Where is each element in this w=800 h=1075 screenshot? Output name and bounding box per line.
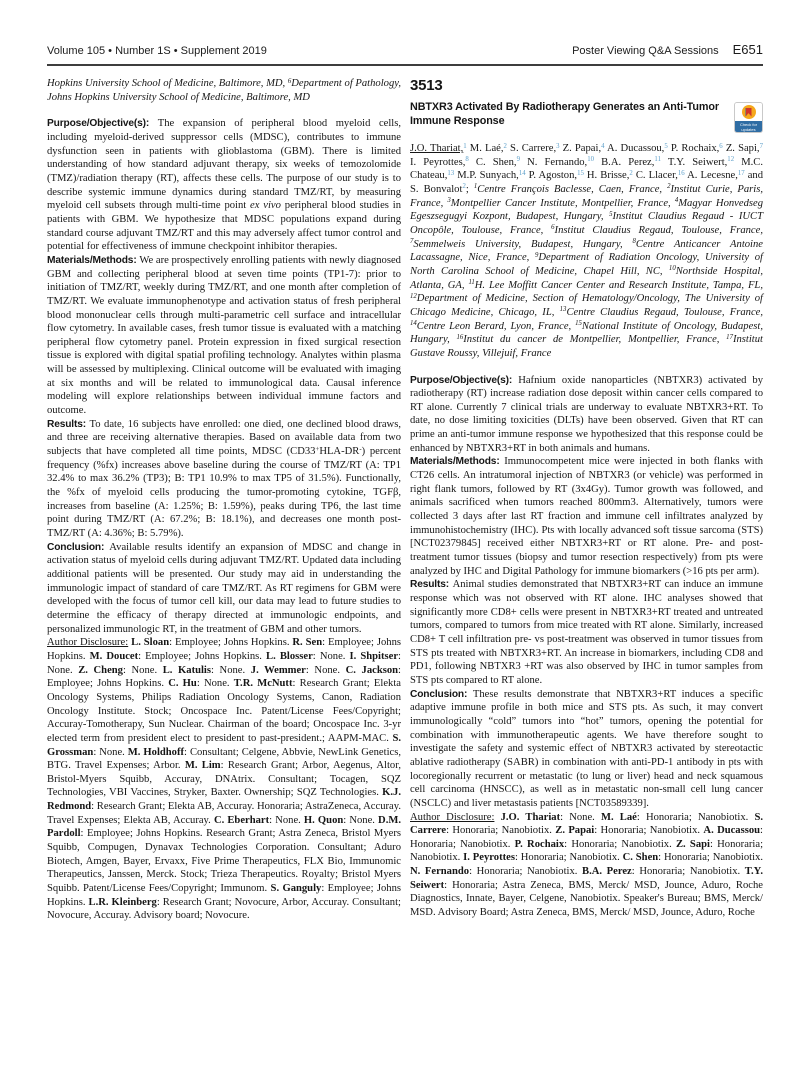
text-segment: Z. Sapi bbox=[675, 838, 710, 850]
abstract-title-row bbox=[410, 101, 763, 133]
text-segment: P. Rochaix bbox=[514, 838, 565, 850]
text-segment: 13 bbox=[559, 306, 567, 314]
text-segment: : Research Grant; Arbor, Aegenus, Altor, Bristol-Myers Squibb, Accuray, DNAtrix. Consultant; Tocagen, SQZ Technologies, VBI Vaccines, Stryker, Baxter. Ownership; SQZ Technologies. bbox=[47, 760, 401, 799]
text-segment: M. Lim bbox=[184, 760, 221, 772]
authors-affiliations-paragraph bbox=[410, 142, 763, 361]
text-segment: Department of Pathology, Johns Hopkins University School of Medicine, Baltimore, MD bbox=[47, 78, 402, 103]
text-segment: J. Wemmer bbox=[250, 664, 306, 676]
text-segment: : Honoraria; Nanobiotix. bbox=[410, 838, 764, 864]
text-segment: Materials/Methods: bbox=[47, 254, 140, 266]
text-segment: I. Shpitser bbox=[349, 650, 399, 662]
text-segment: L. Katulis bbox=[162, 664, 212, 676]
text-segment: : Honoraria; Nanobiotix. bbox=[564, 838, 676, 850]
header-session-title: Poster Viewing Q&A Sessions bbox=[572, 45, 719, 57]
text-segment: and S. Bonvalot bbox=[410, 170, 763, 195]
text-segment: : None. bbox=[211, 664, 251, 676]
text-segment: Department of Medicine, Section of Hematology/Oncology, The University of Chicago Medicine, Chicago, IL, bbox=[410, 293, 763, 318]
text-segment: : None. bbox=[560, 811, 601, 823]
text-segment: N. Fernando bbox=[410, 866, 470, 878]
right-column bbox=[410, 77, 763, 920]
text-segment: 6 bbox=[551, 224, 555, 232]
text-segment: : Honoraria; Nanobiotix. bbox=[446, 825, 556, 837]
text-segment: 3 bbox=[556, 142, 560, 150]
text-segment: S. Ganguly bbox=[270, 883, 322, 895]
abstract-number: 3513 bbox=[410, 77, 443, 94]
text-segment: 2 bbox=[667, 183, 671, 191]
text-segment: : Employee; Johns Hopkins. Research Grant; Astra Zeneca, Bristol Myers Squibb, Compugen, Dynavax Technologies Corporation. Consultant; Aduro Biotech, Amgen, Bayer, Ervaxx, Five Prime Therapeutics, FLX Bio, Immunomic Therapeutics, Janssen, Merck. Stock; Trieza Therapeutics. Royalty; Bristol Myers Squibb. Patent/License Fees/Copyright; Immunom. bbox=[47, 828, 401, 895]
text-segment: D.M. Pardoll bbox=[47, 814, 401, 840]
text-segment: A. Ducassou bbox=[703, 825, 761, 837]
text-segment: H. Brisse, bbox=[583, 170, 630, 182]
text-segment: Conclusion: bbox=[47, 541, 110, 553]
text-segment: Z. Papai bbox=[555, 825, 595, 837]
crossmark-bookmark-icon bbox=[735, 103, 762, 121]
affiliation-carryover bbox=[47, 77, 401, 104]
text-segment: 16 bbox=[677, 169, 685, 177]
text-segment: 1 bbox=[473, 183, 478, 191]
author-disclosure-paragraph bbox=[410, 811, 763, 920]
text-segment: : Research Grant; Novocure, Arbor, Accuray. Consultant; Novocure, Accuray. Advisory board; Novocure. bbox=[47, 896, 401, 922]
text-segment: : None. bbox=[196, 678, 234, 690]
text-segment: 4 bbox=[601, 142, 605, 150]
text-segment: K.J. Redmond bbox=[47, 787, 401, 813]
left-column bbox=[47, 77, 401, 923]
text-segment: : Consultant; Celgene, Abbvie, NewLink Genetics, BTG. Travel Expenses; Arbor. bbox=[47, 746, 401, 772]
text-segment: : Employee; Johns Hopkins. bbox=[47, 883, 402, 908]
text-segment: Available results identify an expansion of MDSC and change in activation status of myeloid cells during adjuvant TMZ/RT. Updated data including additional patients will be presented. Our study may aid in understanding the immunologic impact of standard of care TMZ/RT. As RT regimens for GBM were developed with the focus of tumor cell kill, our data may lead to future studies to determine the efficacy of therapy directed at immunologic endpoints, and personalized immunologic RT, in the treatment of GBM and other tumors. bbox=[47, 541, 401, 635]
text-segment: 3 bbox=[447, 197, 451, 205]
text-segment: ) percent frequency (%fx) increases above baseline during the course of TMZ/RT (A: TP1 32.4% to max 36.2% (TP3); B: TP1 10.9% to max TP5 of 31.5%). Functionally, the %fx of myeloid cells producing the tumor-promoting cytokine, TGFβ, increases from baseline (A: 1.25%; B: 1.59%), peaks during TP6, the last time point during TMZ/RT (A: 67.2%; B: 18.1%), and decreases one month post-TMZ/RT (A: 4.36%; B: 5.79%). bbox=[47, 446, 401, 539]
text-segment: J.O. Thariat bbox=[500, 811, 561, 823]
text-segment: : None. bbox=[269, 814, 304, 826]
text-segment: M. Laé, bbox=[466, 143, 504, 154]
text-segment: B.A. Perez, bbox=[593, 156, 655, 168]
text-segment: 9 bbox=[535, 251, 539, 259]
text-segment: 8 bbox=[465, 156, 469, 164]
text-segment: 14 bbox=[410, 320, 417, 328]
results-paragraph bbox=[410, 578, 763, 687]
results-paragraph bbox=[47, 418, 401, 541]
text-segment: ; bbox=[465, 183, 474, 195]
author-disclosure-paragraph bbox=[47, 636, 401, 923]
text-segment: 16 bbox=[456, 333, 464, 341]
text-segment: 6 bbox=[719, 142, 723, 150]
text-segment: The expansion of peripheral blood myeloid cells, including myeloid-derived suppressor cells (MDSC), contributes to immune dysfunction seen in patients with glioblastoma (GBM). There is limited understanding of how standard adjuvant therapy, six weeks of temozolomide (TMZ)/radiation therapy (RT), affects these cells. The purpose of our study is to describe systemic immune dynamics during standard TMZ/RT, by measuring myeloid cell subsets through multi-time point bbox=[47, 118, 401, 212]
text-segment: : None. bbox=[93, 746, 128, 758]
text-segment: 17 bbox=[726, 333, 733, 341]
text-segment: Montpellier Cancer Institute, Montpellier, France, bbox=[450, 197, 675, 209]
text-segment: C. Hu bbox=[168, 678, 197, 690]
page-header bbox=[47, 42, 763, 66]
text-segment: 1 bbox=[463, 142, 467, 150]
text-segment: Magyar Honvedseg Egeszsegugyi Kozpont, Budapest, Hungary, bbox=[410, 197, 763, 223]
crossmark-badge[interactable] bbox=[734, 102, 763, 133]
purpose-paragraph bbox=[47, 117, 401, 254]
text-segment: R. Sen bbox=[292, 637, 323, 649]
text-segment: 15 bbox=[577, 169, 584, 177]
text-segment: : Honoraria; Nanobiotix. bbox=[469, 866, 583, 878]
text-segment: A. Ducassou, bbox=[604, 143, 665, 154]
text-segment: To date, 16 subjects have enrolled: one died, one declined blood draws, and three are receiving alternative therapies. Based on available data from two subjects that have completed all time points, MDSC (CD33 bbox=[47, 418, 401, 458]
text-segment: 10 bbox=[587, 156, 594, 164]
text-segment: Centre Leon Berard, Lyon, France, bbox=[416, 320, 576, 332]
text-segment: peripheral blood studies in patients with GBM. We hypothesize that MDSC populations expand during standard course adjuvant TMZ/RT and this may adversely affect tumor control and potential for effectiveness of immune checkpoint inhibitor therapies. bbox=[47, 200, 401, 253]
text-segment: Institut Gustave Roussy, Villejuif, France bbox=[410, 334, 763, 359]
text-segment: 7 bbox=[410, 238, 414, 246]
text-segment: : Honoraria; Nanobiotix. bbox=[514, 852, 623, 864]
text-segment: 2 bbox=[629, 169, 633, 177]
text-segment: : Honoraria; Nanobiotix. bbox=[631, 866, 745, 878]
right-column-body bbox=[410, 142, 763, 920]
text-segment: M.C. Chateau, bbox=[410, 156, 763, 182]
text-segment: 12 bbox=[410, 292, 417, 300]
text-segment: Author Disclosure: bbox=[47, 637, 129, 649]
text-segment: Z. Cheng bbox=[78, 664, 123, 676]
purpose-paragraph bbox=[410, 374, 763, 456]
text-segment: : Research Grant; Elekta AB, Accuray. Honoraria; AstraZeneca, Accuray. Travel Expenses; Elekta AB, Accuray. bbox=[47, 801, 401, 826]
conclusion-paragraph bbox=[47, 541, 401, 637]
text-segment: Department of Radiation Oncology, University of North Carolina School of Medicine, Chapel Hill, NC, bbox=[410, 252, 764, 277]
text-segment: HLA-DR bbox=[319, 446, 360, 458]
text-segment: These results demonstrate that NBTXR3+RT induces a specific adaptive immune profile in both mice and STS pts. As such, it may convert immunologically “cold” tumors into “hot” tumors, opening the potential for combination with immunotherapeutic agents. We have therefore sought to investigate the safety and systemic effect of NBTXR3 activated by stereotactic ablative radiotherapy (SABR) in combination with anti-PD-1 antibody in pts with locoregionally recurrent or metastatic (to lung or liver) head and neck squamous cell carcinoma (HNSCC), as well as in metastatic non-small cell lung cancer (NSCLC) and liver metastasis patients [NCT03589339]. bbox=[410, 688, 763, 809]
text-segment: Semmelweis University, Budapest, Hungary, bbox=[413, 238, 633, 250]
text-segment: : None. bbox=[343, 814, 379, 826]
text-segment: A. Lecesne, bbox=[684, 170, 738, 182]
text-segment: 2 bbox=[462, 183, 466, 191]
text-segment: Results: bbox=[410, 579, 453, 591]
text-segment: L. Sloan bbox=[131, 637, 170, 649]
text-segment: Centre François Baclesse, Caen, France, bbox=[477, 183, 668, 195]
text-segment: Institut Curie, Paris, France, bbox=[410, 183, 764, 209]
text-segment: 13 bbox=[447, 169, 455, 177]
text-segment: P. Agoston, bbox=[525, 170, 578, 182]
text-segment: Animal studies demonstrated that NBTXR3+RT can induce an immune response which was not observed with RT alone. IHC analyses showed that significantly more CD8+ cells were present in NBTXR3+RT treated and untreated tumors, compared to tumors from mice treated with RT alone. Similarly, increased CD8+ T cell infiltration pre- vs post-treatment was observed in tumor tissues from STS pts treated with NBTXR3+RT. An increase in biomarkers, including CD8 and PD1, following NBTXR3 +RT was also observed by IHC in tumor samples from STS pts compared to RT alone. bbox=[410, 579, 763, 686]
text-segment: : None. bbox=[312, 650, 350, 662]
text-segment: C. Shen, bbox=[468, 156, 517, 168]
text-segment: : Research Grant; Elekta Oncology Systems, Philips Radiation Oncology Systems, Canon, Radiation Oncology Institute. Stock; Oncospace Inc. Patent/License Fees/Copyright; Accuray-Tomotherapy, Sun Nuclear. Chairman of the board; Oncospace Inc. 3-yr elected term from president elect to president to past-president.; AAPM-MAC. bbox=[47, 678, 401, 744]
text-segment: J.O. Thariat, bbox=[410, 143, 464, 154]
text-segment: C. Shen bbox=[622, 852, 659, 864]
text-segment: M. Doucet bbox=[89, 650, 139, 662]
crossmark-badge-label: Check for updates bbox=[735, 121, 762, 133]
text-segment: : Employee; Johns Hopkins. bbox=[47, 664, 401, 690]
text-segment: 11 bbox=[654, 156, 661, 164]
text-segment: Hopkins University School of Medicine, Baltimore, MD, bbox=[47, 78, 288, 89]
text-segment: We are prospectively enrolling patients with newly diagnosed GBM and collecting peripheral blood at seven time points (TP1-7): prior to initiation of TMZ/RT, weekly during TMZ/RT, and one month after completion of TMZ/RT. We evaluate immunophenotype and activation status of fresh peripheral blood mononuclear cells through multi-parametric cell surface and intracellular flow cytometry. In available cases, fresh tumor tissue is evaluated with a matching peripheral flow cytometry panel. Protein expression in fixed surgical resection tissue is explored with digital spatial profiling technology. Analytes within plasma will be assessed by multiplexing. Clinical outcome will be evaluated with imaging at six months and will be related to immunological data. Causal inference modeling will explore relationships between individual immune factors and outcome. bbox=[47, 254, 401, 417]
header-volume-info: Volume 105 • Number 1S • Supplement 2019 bbox=[47, 45, 267, 57]
text-segment: 2 bbox=[503, 142, 507, 150]
materials-methods-paragraph bbox=[47, 254, 401, 418]
materials-methods-paragraph bbox=[410, 455, 763, 578]
text-segment: M. Holdhoff bbox=[127, 746, 185, 758]
abstract-title: NBTXR3 Activated By Radiotherapy Generates an Anti-Tumor Immune Response bbox=[410, 101, 719, 127]
conclusion-paragraph bbox=[410, 688, 763, 811]
text-segment: 10 bbox=[668, 265, 676, 273]
text-segment: T.Y. Seiwert, bbox=[660, 156, 728, 168]
text-segment: I. Peyrottes, bbox=[410, 156, 466, 168]
text-segment: Z. Papai, bbox=[559, 143, 602, 154]
text-segment: Conclusion: bbox=[410, 688, 473, 700]
text-segment: Centre Claudius Regaud, Toulouse, France, bbox=[566, 306, 763, 318]
text-segment: + bbox=[315, 445, 320, 453]
text-segment: N. Fernando, bbox=[519, 156, 588, 168]
text-segment: Immunocompetent mice were injected in both flanks with CT26 cells. An intratumoral injection of NBTXR3 (or vehicle) was performed in right flank tumors, followed by RT (3x4Gy). Tumor growth was followed, and animals sacrificed when tumors reached 800mm3. Alternatively, tumors were collected 3 days after last RT fraction and immune cell infiltrates analyzed by immunohistochemistry (IHC). Pts with locally advanced soft tissue sarcoma (STS) [NCT02379845] received either NBTXR3+RT or RT alone. Pre- and post-treatment tumor tissues (biopsy and tumor resection respectively) from pts were analyzed by IHC and Digital Pathology for immune biomarkers (>16 pts per arm). bbox=[410, 456, 763, 577]
text-segment: 9 bbox=[516, 156, 520, 164]
text-segment: Z. Sapi, bbox=[722, 143, 760, 154]
text-segment: : Honoraria; Astra Zeneca, BMS, Merck/ MSD, Jounce, Aduro, Roche Diagnostics, Innate, Bayer, Celgene, Nanobiotix. Speaker's Bureau; BMS, Merck/ MSD. Advisory Board; Astra Zeneca, BMS, Merck/ MSD, Jounce, Aduro, Roche bbox=[410, 879, 763, 919]
text-segment: C. Llacer, bbox=[632, 170, 678, 182]
text-segment: Author Disclosure: bbox=[410, 811, 495, 823]
text-segment: Institut du cancer de Montpellier, Montpellier, France, bbox=[463, 334, 727, 346]
text-segment: - bbox=[359, 445, 362, 453]
text-segment: Hafnium oxide nanoparticles (NBTXR3) activated by radiotherapy (RT) increase radiation dose deposit within cancer cells compared to RT alone. Currently 7 clinical trials are underway to evaluate NBTXR3+RT. To date, no dose limiting toxicities (DLTs) have been observed. Given that RT can prime an anti-tumor immune response we hypothesized that this response could be enhanced by NBTXR3+RT in both animals and humans. bbox=[410, 374, 764, 454]
text-segment: : Employee; Johns Hopkins. bbox=[169, 637, 293, 649]
text-segment: 6 bbox=[287, 77, 292, 85]
text-segment: T.R. McNutt bbox=[233, 678, 293, 690]
text-segment: Purpose/Objective(s): bbox=[410, 374, 519, 386]
text-segment: : Employee; Johns Hopkins. bbox=[138, 650, 267, 662]
text-segment: Centre Anticancer Antoine Lacassagne, Nice, France, bbox=[410, 238, 763, 264]
text-segment: L. Blosser bbox=[266, 650, 313, 662]
text-segment: I. Peyrottes bbox=[463, 852, 515, 864]
text-segment: : Honoraria; Nanobiotix. bbox=[410, 825, 763, 850]
text-segment: Results: bbox=[47, 418, 90, 430]
text-segment: : Employee; Johns Hopkins. bbox=[47, 637, 401, 662]
text-segment: : Honoraria; Nanobiotix. bbox=[594, 825, 704, 837]
text-segment: 11 bbox=[468, 279, 475, 287]
text-segment: 12 bbox=[727, 156, 735, 164]
text-segment: C. Jackson bbox=[345, 664, 399, 676]
text-segment: Materials/Methods: bbox=[410, 456, 505, 468]
text-segment: ex vivo bbox=[250, 200, 281, 212]
text-segment: H. Lee Moffitt Cancer Center and Research Institute, Tampa, FL, bbox=[474, 279, 763, 291]
text-segment: S. Carrere, bbox=[506, 143, 557, 154]
text-segment: 7 bbox=[759, 142, 763, 150]
text-segment: National Institute of Oncology, Budapest, Hungary, bbox=[410, 320, 763, 346]
text-segment: Purpose/Objective(s): bbox=[47, 118, 158, 130]
text-segment: P. Rochaix, bbox=[667, 143, 720, 154]
text-segment: 8 bbox=[632, 238, 636, 246]
text-segment: Institut Claudius Regaud - IUCT Oncopôle, Toulouse, France, bbox=[410, 211, 763, 236]
text-segment: S. Carrere bbox=[410, 811, 763, 837]
text-segment: 4 bbox=[674, 197, 679, 205]
text-segment: : None. bbox=[305, 664, 346, 676]
text-segment: Institut Claudius Regaud, Toulouse, France, bbox=[554, 224, 763, 236]
text-segment: 14 bbox=[518, 169, 526, 177]
text-segment: : None. bbox=[122, 664, 163, 676]
header-right-group bbox=[572, 42, 763, 57]
text-segment: 5 bbox=[609, 210, 613, 218]
text-segment: S. Grossman bbox=[47, 732, 401, 758]
text-segment: B.A. Perez bbox=[582, 866, 632, 878]
text-segment: C. Eberhart bbox=[213, 814, 270, 826]
text-segment: 17 bbox=[737, 169, 745, 177]
text-segment: Northside Hospital, Atlanta, GA, bbox=[410, 265, 763, 291]
text-segment: L.R. Kleinberg bbox=[88, 896, 157, 908]
text-segment: H. Quon bbox=[303, 814, 344, 826]
text-segment: 5 bbox=[664, 142, 668, 150]
text-segment: T.Y. Seiwert bbox=[410, 866, 764, 891]
header-page-number: E651 bbox=[732, 42, 763, 57]
text-segment: M.P. Sunyach, bbox=[454, 170, 519, 182]
text-segment: : None. bbox=[47, 650, 401, 676]
text-segment: : Honoraria; Nanobiotix. bbox=[636, 811, 755, 823]
text-segment: M. Laé bbox=[600, 811, 637, 823]
text-segment: : Honoraria; Nanobiotix. bbox=[658, 852, 764, 864]
text-segment: 15 bbox=[575, 320, 582, 328]
